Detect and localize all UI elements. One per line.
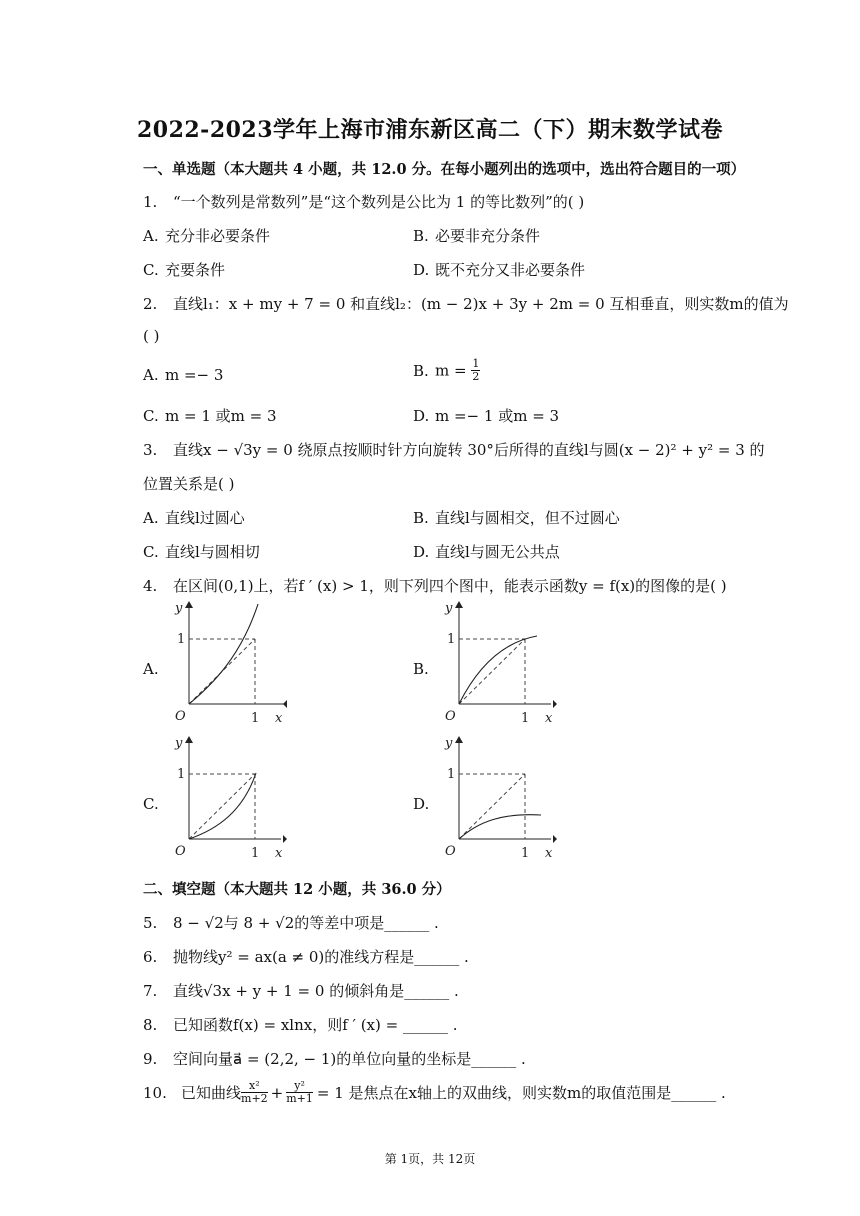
graph-a-svg <box>163 598 288 728</box>
x-label: x <box>545 846 553 861</box>
x-axis-arrow <box>283 700 287 708</box>
option-text: m =− 1 或m = 3 <box>435 407 560 425</box>
origin-label: O <box>175 844 186 859</box>
option-text: 充分非必要条件 <box>165 227 271 245</box>
dashed-diagonal <box>459 774 525 839</box>
y-axis-arrow <box>185 736 193 743</box>
x-label: x <box>275 711 283 726</box>
option-text: 直线l与圆相交，但不过圆心 <box>435 509 620 527</box>
option-letter: A. <box>143 227 159 245</box>
q1-option-a <box>143 225 270 246</box>
graph-label-d: D. <box>413 795 430 813</box>
option-letter: B. <box>413 509 429 527</box>
question-10 <box>143 1080 726 1105</box>
function-curve <box>189 604 258 704</box>
question-4 <box>143 575 727 596</box>
fraction-denominator: 2 <box>472 370 480 383</box>
question-6 <box>143 946 469 967</box>
option-text: m = 1 或m = 3 <box>165 407 277 425</box>
y-label: y <box>445 736 453 751</box>
question-5 <box>143 912 439 933</box>
y-axis-arrow <box>185 601 193 608</box>
section-heading-single-choice: 一、单选题（本大题共 4 小题，共 12.0 分。在每小题列出的选项中，选出符合题目的一项） <box>143 161 746 178</box>
question-text: 直线l₁：x + my + 7 = 0 和直线l₂：(m − 2)x + 3y + 2m = 0 互相垂直，则实数m的值为 <box>173 295 789 313</box>
tick-label-x: 1 <box>251 846 260 861</box>
option-text: m = <box>435 361 467 380</box>
q3-option-c <box>143 541 260 562</box>
graph-label-c: C. <box>143 795 159 813</box>
option-letter: A. <box>143 366 159 384</box>
option-letter: D. <box>413 407 430 425</box>
fraction-numerator: 1 <box>472 357 480 370</box>
q1-option-c <box>143 259 225 280</box>
question-number: 9. <box>143 1050 158 1068</box>
graph-label-b: B. <box>413 660 429 678</box>
tick-label-y: 1 <box>177 767 186 782</box>
q3-option-b <box>413 507 620 528</box>
tick-label-y: 1 <box>447 632 456 647</box>
question-text-post: = 1 是焦点在x轴上的双曲线，则实数m的取值范围是______ . <box>316 1084 726 1102</box>
fraction-denominator: m+2 <box>241 1092 268 1105</box>
fraction-numerator: x² <box>241 1080 268 1093</box>
dashed-diagonal <box>189 774 255 839</box>
question-text: 直线x − √3y = 0 绕原点按顺时针方向旋转 30°后所得的直线l与圆(x − 2)² + y² = 3 的 <box>173 441 765 459</box>
q1-option-d <box>413 259 585 280</box>
graph-label-a: A. <box>143 660 159 678</box>
option-letter: B. <box>413 361 429 380</box>
fraction-y <box>286 1080 313 1105</box>
graph-b-svg <box>433 598 558 728</box>
x-axis-arrow <box>553 835 557 843</box>
graph-b <box>433 598 558 732</box>
question-2 <box>143 293 789 314</box>
dashed-diagonal <box>459 639 525 704</box>
q1-option-b <box>413 225 540 246</box>
question-number: 10. <box>143 1083 167 1102</box>
graph-d <box>433 733 558 867</box>
graph-d-svg <box>433 733 558 863</box>
question-text: 直线√3x + y + 1 = 0 的倾斜角是______ . <box>173 982 459 1000</box>
y-label: y <box>175 736 183 751</box>
y-label: y <box>175 601 183 616</box>
graph-c <box>163 733 288 867</box>
option-text: 既不充分又非必要条件 <box>435 261 586 279</box>
x-label: x <box>275 846 283 861</box>
y-label: y <box>445 601 453 616</box>
y-axis-arrow <box>455 736 463 743</box>
question-text: “一个数列是常数列”是“这个数列是公比为 1 的等比数列”的( ) <box>173 193 585 211</box>
question-9 <box>143 1048 526 1069</box>
tick-label-y: 1 <box>447 767 456 782</box>
q3-option-d <box>413 541 560 562</box>
question-text-pre: 已知曲线 <box>181 1084 242 1102</box>
tick-label-x: 1 <box>521 846 530 861</box>
option-text: 直线l与圆无公共点 <box>435 543 560 561</box>
option-letter: A. <box>143 509 159 527</box>
question-number: 1. <box>143 193 158 211</box>
graph-a <box>163 598 288 732</box>
question-number: 6. <box>143 948 158 966</box>
question-2-cont: ( ) <box>143 327 160 345</box>
question-3-cont: 位置关系是( ) <box>143 475 235 493</box>
question-1 <box>143 191 584 212</box>
q2-option-a <box>143 366 223 384</box>
section-heading-fill-in: 二、填空题（本大题共 12 小题，共 36.0 分） <box>143 881 451 898</box>
q2-option-d <box>413 405 559 426</box>
tick-label-y: 1 <box>177 632 186 647</box>
question-text: 已知函数f(x) = xlnx，则f ′ (x) = ______ . <box>173 1016 458 1034</box>
question-number: 2. <box>143 295 158 313</box>
q3-option-a <box>143 507 245 528</box>
x-label: x <box>545 711 553 726</box>
question-number: 8. <box>143 1016 158 1034</box>
question-7 <box>143 980 459 1001</box>
option-text: 直线l过圆心 <box>165 509 245 527</box>
option-text: m =− 3 <box>165 366 224 384</box>
fraction-numerator: y² <box>286 1080 313 1093</box>
option-letter: D. <box>413 543 430 561</box>
x-axis-arrow <box>553 700 557 708</box>
option-letter: B. <box>413 227 429 245</box>
fraction-denominator: m+1 <box>286 1092 313 1105</box>
option-text: 直线l与圆相切 <box>165 543 260 561</box>
question-text: 抛物线y² = ax(a ≠ 0)的准线方程是______ . <box>173 948 469 966</box>
option-letter: C. <box>143 261 159 279</box>
graph-c-svg <box>163 733 288 863</box>
question-text: 空间向量a⃗ = (2,2, − 1)的单位向量的坐标是______ . <box>173 1050 526 1068</box>
fraction-x <box>241 1080 268 1105</box>
question-text: 8 − √2与 8 + √2的等差中项是______ . <box>173 914 439 932</box>
question-8 <box>143 1014 458 1035</box>
option-letter: C. <box>143 407 159 425</box>
question-number: 5. <box>143 914 158 932</box>
option-text: 必要非充分条件 <box>435 227 541 245</box>
origin-label: O <box>175 709 186 724</box>
x-axis-arrow <box>283 835 287 843</box>
page-title: 2022-2023学年上海市浦东新区高二（下）期末数学试卷 <box>136 117 724 143</box>
question-3 <box>143 439 765 460</box>
fraction <box>471 358 480 383</box>
q2-option-b <box>413 358 480 383</box>
question-number: 3. <box>143 441 158 459</box>
plus-sign: + <box>270 1083 284 1102</box>
question-number: 4. <box>143 577 158 595</box>
page-footer: 第 1页，共 12页 <box>384 1152 476 1166</box>
tick-label-x: 1 <box>521 711 530 726</box>
option-letter: D. <box>413 261 430 279</box>
option-text: 充要条件 <box>165 261 226 279</box>
y-axis-arrow <box>455 601 463 608</box>
origin-label: O <box>445 844 456 859</box>
option-letter: C. <box>143 543 159 561</box>
question-text: 在区间(0,1)上，若f ′ (x) > 1，则下列四个图中，能表示函数y = f(x)的图像的是( ) <box>173 577 727 595</box>
tick-label-x: 1 <box>251 711 260 726</box>
origin-label: O <box>445 709 456 724</box>
q2-option-c <box>143 405 277 426</box>
question-number: 7. <box>143 982 158 1000</box>
